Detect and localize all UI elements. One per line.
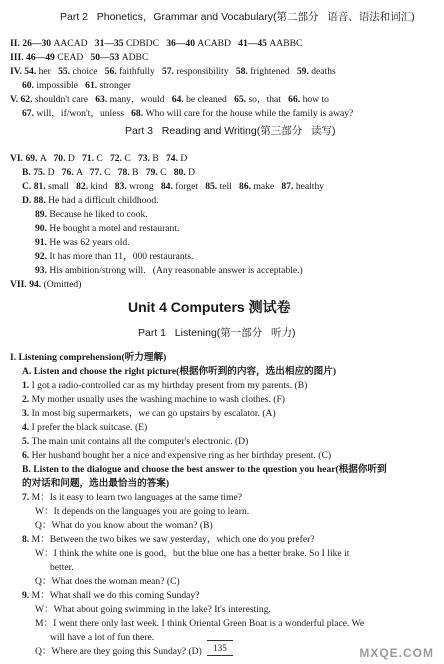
answer-text: stronger [99, 80, 131, 91]
answer-text: will have a lot of fun there. [50, 632, 155, 643]
item-number: 64. [171, 94, 187, 105]
answer-text: W：What about going swimming in the lake? It's interesting. [35, 604, 271, 615]
answer-text: AABBC [269, 38, 303, 49]
item-number: VI. [10, 153, 26, 164]
item-number: 82. [76, 181, 91, 192]
answer-text: C [124, 153, 138, 164]
item-number: B. [22, 167, 34, 178]
section-heading-part1: Part 1 Listening(第一部分 听力) [138, 327, 296, 339]
item-number: 1. [22, 380, 32, 391]
answer-line [22, 194, 159, 208]
item-number: 81. [33, 181, 49, 192]
answer-text: B [132, 167, 146, 178]
item-number: 69. [25, 153, 40, 164]
item-number: 71. [81, 153, 97, 164]
answer-line [10, 278, 81, 292]
item-number: VII. [10, 279, 30, 290]
item-number: 61. [85, 80, 100, 91]
answer-text: In most big supermarkets，we can go upstairs by escalator. (A) [31, 408, 276, 419]
item-number: 73. [137, 153, 153, 164]
item-number: 的对话和问题，选出最恰当的答案) [22, 478, 170, 489]
item-number: 9. [22, 590, 32, 601]
item-number: 74. [165, 153, 181, 164]
answer-text: tell [219, 181, 240, 192]
item-number: 89. [35, 209, 50, 220]
item-number: 26—30 [22, 38, 54, 49]
answer-line [22, 589, 199, 603]
answer-line [35, 236, 130, 250]
answer-text: be cleaned [186, 94, 235, 105]
answer-line [22, 79, 131, 93]
answer-line [10, 51, 148, 65]
item-number: 83. [114, 181, 130, 192]
item-number: 87. [281, 181, 296, 192]
item-number: 46—49 [26, 52, 58, 63]
answer-text: W：I think the white one is good，but the blue one has a better brake. So I like it [35, 548, 350, 559]
answer-text: ADBC [121, 52, 149, 63]
answer-line [10, 37, 302, 51]
item-number: 68. [131, 108, 146, 119]
answer-line [22, 449, 331, 463]
item-number: B. Listen to the dialogue and choose the best answer to the question you hear(根据你听到 [22, 464, 387, 475]
item-number: 55. [58, 66, 73, 77]
item-number: 58. [235, 66, 251, 77]
answer-text: Q：Where are they going this Sunday? (D) [35, 646, 202, 657]
answer-line [35, 617, 364, 631]
answer-line [22, 180, 324, 194]
answer-text: C [104, 167, 118, 178]
answer-text: CDBDC [125, 38, 167, 49]
answer-text: D [67, 153, 82, 164]
item-number: 67. [22, 108, 37, 119]
answer-text: so，that [248, 94, 289, 105]
answer-text: D [47, 167, 62, 178]
answer-text: Because he liked to cook. [49, 209, 148, 220]
item-number: 3. [22, 408, 32, 419]
answer-text: B [152, 153, 166, 164]
answer-text: many，would [109, 94, 172, 105]
answer-line [35, 208, 148, 222]
item-number: 60. [22, 80, 37, 91]
answer-line [35, 645, 202, 659]
answer-line [35, 505, 249, 519]
item-number: 62. [20, 94, 35, 105]
answer-text: The main unit contains all the computer's electronic. (D) [31, 436, 249, 447]
item-number: 76. [61, 167, 77, 178]
item-number: 70. [53, 153, 68, 164]
answer-line [22, 435, 248, 449]
answer-text: faithfully [119, 66, 162, 77]
answer-line [22, 107, 353, 121]
answer-text: how to [302, 94, 329, 105]
section-heading-part3: Part 3 Reading and Writing(第三部分 读写) [125, 125, 336, 137]
item-number: 93. [35, 265, 50, 276]
answer-text: kind [90, 181, 115, 192]
item-number: I. [10, 352, 19, 363]
item-number: 63. [95, 94, 110, 105]
answer-line [22, 477, 169, 491]
item-number: 41—45 [238, 38, 270, 49]
item-number: 90. [35, 223, 50, 234]
item-number: D. [22, 195, 34, 206]
answer-text: Q：What do you know about the woman? (B) [35, 520, 213, 531]
answer-line [35, 264, 303, 278]
item-number: 80. [173, 167, 189, 178]
answer-line [10, 351, 166, 365]
item-number: 85. [205, 181, 220, 192]
answer-line [22, 463, 387, 477]
item-number: 65. [234, 94, 249, 105]
item-number: 66. [288, 94, 303, 105]
item-number: 78. [117, 167, 133, 178]
answer-text: deaths [311, 66, 336, 77]
item-number: 59. [296, 66, 312, 77]
item-number: 4. [22, 422, 32, 433]
answer-text: responsibility [176, 66, 236, 77]
page-number: 135 [207, 640, 233, 656]
answer-line [35, 603, 271, 617]
item-number: V. [10, 94, 21, 105]
answer-text: A [76, 167, 90, 178]
answer-line [22, 365, 336, 379]
answer-text: shouldn't care [34, 94, 96, 105]
answer-line [22, 393, 285, 407]
item-number: C. [22, 181, 34, 192]
item-number: 94. [29, 279, 44, 290]
item-number: 36—40 [166, 38, 198, 49]
answer-text: C [96, 153, 110, 164]
answer-text: His ambition/strong will. (Any reasonable answer is acceptable.) [49, 265, 303, 276]
answer-text: Her husband bought her a nice and expensive ring as her birthday present. (C) [31, 450, 332, 461]
item-number: A. Listen and choose the right picture(根据你听到的内容，选出相应的图片) [22, 366, 337, 377]
answer-text: D [188, 167, 196, 178]
answer-text: It has more than 11，000 restaurants. [49, 251, 194, 262]
answer-line [22, 407, 276, 421]
answer-text: small [48, 181, 77, 192]
item-number: 5. [22, 436, 32, 447]
answer-text: M：Is it easy to learn two languages at the same time? [31, 492, 243, 503]
answer-line [10, 93, 329, 107]
answer-text: M：Between the two bikes we saw yesterday，which one do you prefer? [31, 534, 315, 545]
answer-text: W：It depends on the languages you are going to learn. [35, 506, 250, 517]
answer-text: I got a radio-controlled car as my birthday present from my parents. (B) [31, 380, 308, 391]
answer-text: C [160, 167, 174, 178]
answer-line [22, 533, 315, 547]
answer-line [10, 65, 336, 79]
item-number: IV. [10, 66, 25, 77]
item-number: 86. [239, 181, 254, 192]
item-number: III. [10, 52, 26, 63]
answer-text: M：I went there only last week. I think Oriental Green Boat is a wonderful place. We [35, 618, 365, 629]
item-number: 92. [35, 251, 50, 262]
section-heading-part2: Part 2 Phonetics，Grammar and Vocabulary(第二部分 语音、语法和词汇) [60, 11, 415, 23]
answer-text: My mother usually uses the washing machine to wash clothes. (F) [31, 394, 285, 405]
watermark-logo: MXQE.COM [359, 646, 434, 660]
answer-line [50, 561, 74, 575]
answer-text: better. [50, 562, 74, 573]
item-number: 54. [24, 66, 39, 77]
item-number: 2. [22, 394, 32, 405]
answer-text: D [180, 153, 188, 164]
answer-text: healthy [295, 181, 325, 192]
answer-line [22, 491, 242, 505]
item-number: 56. [104, 66, 120, 77]
item-number: 91. [35, 237, 50, 248]
answer-text: Who will care for the house while the family is away? [145, 108, 354, 119]
answer-line [35, 575, 180, 589]
item-number: 31—35 [94, 38, 126, 49]
answer-text: Q：What does the woman mean? (C) [35, 576, 180, 587]
answer-text: He bought a motel and restaurant. [49, 223, 180, 234]
answer-text: impossible [36, 80, 86, 91]
answer-line [10, 152, 187, 166]
answer-line [35, 250, 193, 264]
answer-text: choice [72, 66, 105, 77]
answer-text: AACAD [53, 38, 95, 49]
answer-text: make [253, 181, 282, 192]
item-number: 50—53 [90, 52, 122, 63]
answer-text: her [38, 66, 59, 77]
item-number: 6. [22, 450, 32, 461]
answer-text: frightened [250, 66, 297, 77]
item-number: 75. [33, 167, 48, 178]
item-number: 57. [162, 66, 177, 77]
answer-text: will，if/won't，unless [36, 108, 132, 119]
item-number: 72. [109, 153, 125, 164]
answer-line [35, 222, 179, 236]
answer-text: M：What shall we do this coming Sunday? [31, 590, 200, 601]
unit-title: Unit 4 Computers 测试卷 [128, 299, 291, 315]
answer-text: (Omitted) [43, 279, 82, 290]
item-number: 77. [89, 167, 105, 178]
answer-text: He had a difficult childhood. [48, 195, 159, 206]
answer-text: wrong [129, 181, 161, 192]
item-number: 8. [22, 534, 32, 545]
answer-text: CEAD [57, 52, 91, 63]
answer-text: I prefer the black suitcase. (E) [31, 422, 148, 433]
item-number: 84. [160, 181, 176, 192]
answer-text: A [39, 153, 54, 164]
answer-text: He was 62 years old. [49, 237, 130, 248]
answer-line [50, 631, 154, 645]
item-number: 88. [33, 195, 49, 206]
answer-text: ACABD [197, 38, 239, 49]
answer-line [22, 166, 195, 180]
item-number: 7. [22, 492, 32, 503]
answer-line [35, 519, 213, 533]
item-number: Listening comprehension(听力理解) [18, 352, 167, 363]
answer-line [22, 421, 147, 435]
item-number: II. [10, 38, 23, 49]
answer-line [22, 379, 307, 393]
answer-line [35, 547, 349, 561]
answer-text: forget [175, 181, 206, 192]
item-number: 79. [145, 167, 161, 178]
